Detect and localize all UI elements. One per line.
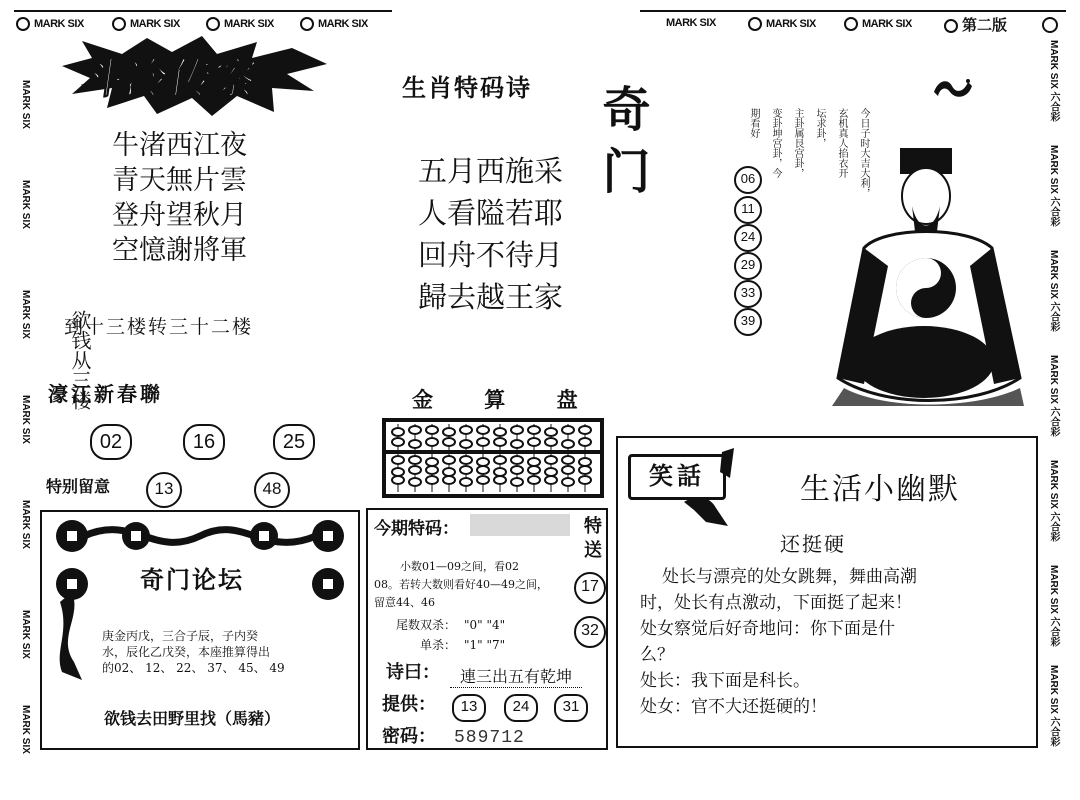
right-number: 29 — [734, 252, 762, 280]
watermark-right-6: MARK SIX 六合彩 — [1048, 565, 1059, 647]
provide-number: 31 — [554, 694, 588, 722]
abacus-bead — [528, 426, 540, 434]
sage-figure-illustration — [824, 148, 1034, 416]
abacus-bead — [511, 478, 523, 486]
watermark-left-6: MARK SIX — [20, 610, 31, 659]
abacus-bead — [392, 428, 404, 436]
abacus-bead — [460, 440, 472, 448]
provide-number: 13 — [452, 694, 486, 722]
abacus-bead — [460, 456, 472, 464]
story-text: 处长与漂亮的处女跳舞，舞曲高潮 时，处长有点激动，下面挺了起来！ 处女察觉后好奇地问：你下面是什 么？ 处长：我下面是科长。 处女：官不大还挺硬的！ — [640, 567, 917, 717]
flower-icon — [844, 17, 858, 31]
watermark-left-2: MARK SIX — [20, 180, 31, 229]
dragon-icon — [930, 72, 974, 106]
news-number: 02 — [90, 424, 132, 460]
flower-icon — [300, 17, 314, 31]
send-number: 17 — [574, 572, 606, 604]
abacus-bead — [392, 476, 404, 484]
joke-badge: 笑話 — [628, 454, 726, 500]
abacus-bead — [494, 456, 506, 464]
redacted-block — [470, 514, 570, 536]
abacus-title: 金 算 盘 — [412, 388, 600, 412]
abacus-bead — [426, 426, 438, 434]
abacus-bead — [562, 466, 574, 474]
poem-title: 生肖特码诗 — [402, 74, 532, 102]
watermark-top-4: MARK SIX — [300, 17, 368, 31]
abacus-bead — [545, 468, 557, 476]
abacus-bead — [511, 466, 523, 474]
watermark-right-1: MARK SIX 六合彩 — [1048, 40, 1059, 122]
edition-label: 第二版 — [944, 14, 1007, 35]
abacus-bead — [494, 468, 506, 476]
poem-line: 人看隘若耶 — [418, 196, 564, 230]
today-label: 今期特码： — [374, 519, 459, 539]
top-border — [14, 10, 392, 12]
slanted-text: 到十三楼转三十二楼 — [64, 316, 254, 338]
info-text: 小数01—09之间，看02 08。若转大数则看好40—49之间， 留意44、46 — [374, 560, 548, 609]
abacus-bead — [562, 478, 574, 486]
watermark-top-1: MARK SIX — [16, 17, 84, 31]
abacus-bead — [511, 440, 523, 448]
abacus-bead — [579, 476, 591, 484]
abacus-bead — [528, 466, 540, 474]
abacus-bead — [579, 426, 591, 434]
poem-label: 诗曰： — [386, 662, 440, 683]
big-title: 奇门 — [594, 84, 650, 208]
watermark-left-7: MARK SIX — [20, 705, 31, 754]
title-art-text: 斗冷传察 — [78, 54, 262, 103]
abacus-bead — [545, 438, 557, 446]
abacus-bead — [545, 428, 557, 436]
forum-title: 奇门论坛 — [140, 565, 244, 594]
abacus-bead — [579, 458, 591, 466]
right-number: 39 — [734, 308, 762, 336]
watermark-right-2: MARK SIX 六合彩 — [1048, 145, 1059, 227]
special-send-label: 特送 — [581, 516, 602, 564]
poem-line: 五月西施采 — [418, 154, 564, 188]
abacus-bead — [460, 426, 472, 434]
abacus-bead — [409, 456, 421, 464]
watermark-right-4: MARK SIX 六合彩 — [1048, 355, 1059, 437]
abacus-bead — [409, 466, 421, 474]
flower-icon-top-right — [1042, 17, 1058, 33]
right-vertical-text: 今日子时大吉大利， 玄机真人掐衣开 坛求卦， 主卦属艮宫卦， 变卦坤宫卦，今 期看好 — [748, 108, 869, 198]
abacus-bead — [511, 426, 523, 434]
provide-label: 提供： — [382, 694, 436, 715]
watermark-left-4: MARK SIX — [20, 395, 31, 444]
right-number: 11 — [734, 196, 762, 224]
abacus-bead — [477, 438, 489, 446]
abacus-bead — [392, 468, 404, 476]
vertical-col-1: 欲钱从三楼 — [68, 310, 92, 410]
abacus-bead — [409, 426, 421, 434]
abacus-bead — [494, 438, 506, 446]
abacus — [382, 418, 604, 498]
middle-poem — [418, 150, 563, 318]
send-number: 32 — [574, 616, 606, 648]
abacus-bead — [460, 478, 472, 486]
news-number: 25 — [273, 424, 315, 460]
abacus-bead — [494, 476, 506, 484]
news-title: 濠江新春聯 — [48, 382, 163, 406]
right-number: 33 — [734, 280, 762, 308]
abacus-bead — [409, 440, 421, 448]
news-number: 16 — [183, 424, 225, 460]
abacus-bead — [392, 456, 404, 464]
watermark-top-7: MARK SIX — [844, 17, 912, 31]
abacus-bead — [443, 438, 455, 446]
abacus-bead — [443, 428, 455, 436]
abacus-bead — [392, 438, 404, 446]
flower-icon — [112, 17, 126, 31]
forum-footer: 欲钱去田野里找（馬豬） — [104, 709, 281, 728]
watermark-right-5: MARK SIX 六合彩 — [1048, 460, 1059, 542]
abacus-bead — [545, 476, 557, 484]
abacus-bead — [494, 428, 506, 436]
right-number: 24 — [734, 224, 762, 252]
abacus-bead — [477, 476, 489, 484]
cartoon-decoration — [676, 448, 746, 528]
flower-icon — [944, 19, 958, 33]
watermark-top-3: MARK SIX — [206, 17, 274, 31]
watermark-left-5: MARK SIX — [20, 500, 31, 549]
abacus-bead — [562, 426, 574, 434]
code-value: 589712 — [454, 728, 525, 748]
abacus-bead — [545, 456, 557, 464]
abacus-bead — [426, 458, 438, 466]
special-number: 48 — [254, 472, 290, 508]
special-label: 特别留意 — [46, 477, 111, 496]
abacus-bead — [562, 456, 574, 464]
left-poem — [112, 128, 247, 268]
poem-line: 空憶謝將軍 — [112, 235, 247, 266]
tail-kill: 尾数双杀： "0" "4" — [396, 618, 506, 632]
abacus-bead — [460, 466, 472, 474]
abacus-bead — [443, 456, 455, 464]
abacus-bead — [443, 476, 455, 484]
right-number: 06 — [734, 166, 762, 194]
forum-text: 庚金丙戊，三合子辰，子内癸 水，辰化乙戊癸，本座推算得出 的02、 12、 22、 37、 45、 49 — [102, 629, 285, 675]
watermark-left-1: MARK SIX — [20, 80, 31, 129]
flower-icon — [206, 17, 220, 31]
abacus-bead — [528, 458, 540, 466]
abacus-bead — [511, 456, 523, 464]
watermark-right-3: MARK SIX 六合彩 — [1048, 250, 1059, 332]
abacus-bead — [528, 438, 540, 446]
code-label: 密码： — [382, 726, 436, 747]
abacus-bead — [579, 438, 591, 446]
ribbon-decoration — [52, 592, 92, 682]
special-number: 13 — [146, 472, 182, 508]
abacus-bead — [443, 468, 455, 476]
abacus-bead — [426, 476, 438, 484]
abacus-bead — [579, 466, 591, 474]
watermark-top-2: MARK SIX — [112, 17, 180, 31]
provide-number: 24 — [504, 694, 538, 722]
single-kill: 单杀： "1" "7" — [420, 638, 506, 652]
poem-line: 青天無片雲 — [112, 165, 247, 196]
poem-line: 登舟望秋月 — [112, 200, 247, 231]
abacus-bead — [477, 426, 489, 434]
abacus-bead — [562, 440, 574, 448]
watermark-left-3: MARK SIX — [20, 290, 31, 339]
flower-icon — [16, 17, 30, 31]
humor-title: 生活小幽默 — [800, 472, 960, 507]
watermark-top-5: MARK SIX — [666, 17, 716, 29]
abacus-bead — [426, 466, 438, 474]
abacus-bead — [426, 438, 438, 446]
top-border-right — [640, 10, 1066, 12]
abacus-bead — [409, 478, 421, 486]
poem-line: 牛渚西江夜 — [112, 130, 247, 161]
abacus-bead — [528, 476, 540, 484]
abacus-bead — [477, 466, 489, 474]
poem-line: 回舟不待月 — [418, 238, 564, 272]
flower-icon — [748, 17, 762, 31]
poem-value: 連三出五有乾坤 — [450, 664, 582, 688]
watermark-right-7: MARK SIX 六合彩 — [1048, 665, 1059, 747]
abacus-bead — [477, 458, 489, 466]
story-title: 还挺硬 — [780, 532, 846, 556]
abacus-beads — [386, 422, 600, 494]
poem-line: 歸去越王家 — [418, 280, 564, 314]
watermark-top-6: MARK SIX — [748, 17, 816, 31]
